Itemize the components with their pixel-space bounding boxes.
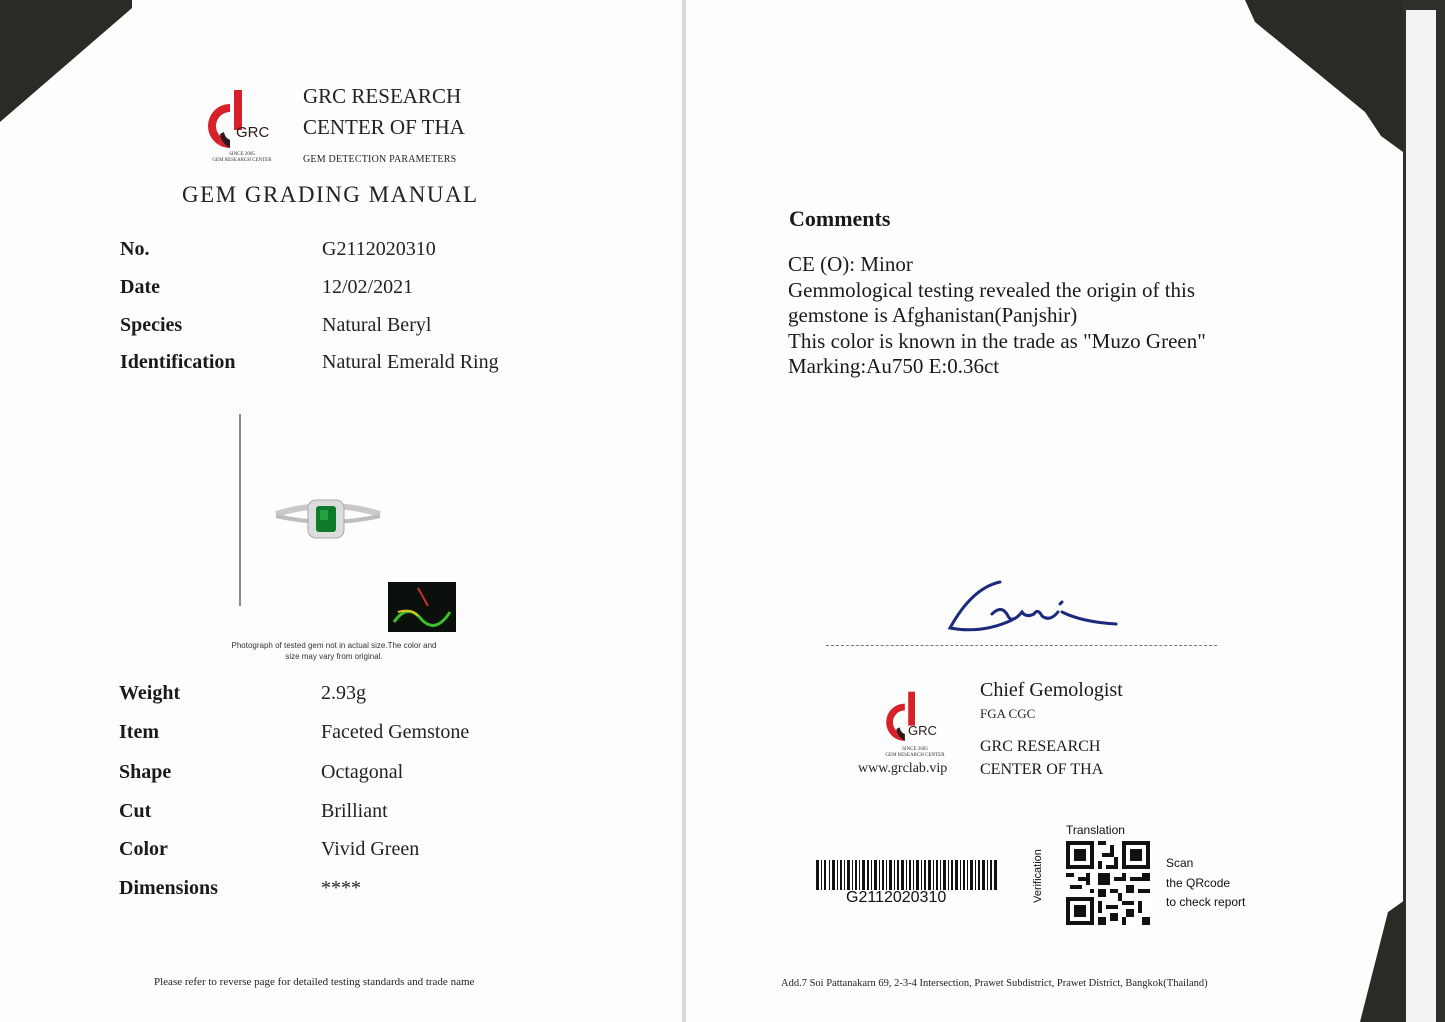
comment-line: Marking:Au750 E:0.36ct — [788, 354, 1000, 378]
field-label-shape: Shape — [119, 761, 172, 783]
photo-corner-top-right — [1245, 0, 1405, 160]
hologram-sticker — [388, 582, 456, 632]
field-value-identification: Natural Emerald Ring — [322, 351, 499, 373]
next-page-edge — [1406, 10, 1436, 1022]
photo-corner-bottom-right — [1330, 900, 1405, 1022]
scan-line-3: to check report — [1166, 895, 1246, 909]
photo-divider — [239, 414, 241, 606]
comments-block — [788, 252, 1308, 380]
website-link[interactable]: www.grclab.vip — [858, 761, 948, 776]
comment-line: gemstone is Afghanistan(Panjshir) — [788, 303, 1078, 327]
scan-line-2: the QRcode — [1166, 875, 1231, 890]
logo-mark-small: GRC — [908, 723, 937, 738]
signature — [942, 574, 1122, 638]
field-label-species: Species — [120, 314, 183, 336]
barcode — [816, 860, 998, 890]
page-title: GEM GRADING MANUAL — [182, 182, 479, 207]
brand-line-1: GRC RESEARCH — [303, 84, 462, 108]
address-footer: Add.7 Soi Pattanakarn 69, 2-3-4 Intersection, Prawet Subdistrict, Prawet District, Bangkok(Thailand) — [781, 978, 1208, 989]
field-label-item: Item — [119, 721, 159, 743]
logo-since: SINCE 2005 — [229, 152, 255, 157]
field-value-color: Vivid Green — [321, 838, 420, 860]
comments-heading: Comments — [789, 206, 891, 231]
comment-line: This color is known in the trade as "Muzo Green" — [788, 328, 1206, 353]
logo-mark: GRC — [236, 124, 270, 141]
ring-photo — [272, 494, 384, 542]
barcode-number: G2112020310 — [846, 889, 947, 906]
field-label-no: No. — [120, 238, 150, 260]
brand-line-2: CENTER OF THA — [303, 115, 465, 139]
left-footer: Please refer to reverse page for detailed testing standards and trade name — [154, 976, 475, 988]
left-page — [0, 0, 682, 1022]
grc-logo — [206, 88, 278, 168]
field-value-cut: Brilliant — [321, 800, 388, 822]
field-value-date: 12/02/2021 — [322, 276, 414, 298]
field-label-date: Date — [120, 276, 160, 298]
photo-caption-line-1: Photograph of tested gem not in actual size.The color and — [231, 641, 437, 650]
comment-line: Gemmological testing revealed the origin of this — [788, 277, 1196, 302]
field-label-dimensions: Dimensions — [119, 877, 218, 899]
photo-corner-top-left — [0, 0, 140, 130]
field-value-item: Faceted Gemstone — [321, 721, 470, 743]
logo-center-small: GEM RESEARCH CENTER — [885, 753, 945, 758]
field-value-weight: 2.93g — [321, 682, 366, 704]
qr-translation-label: Translation — [1066, 823, 1125, 837]
grc-logo-small — [884, 690, 946, 756]
field-label-color: Color — [119, 838, 168, 860]
photo-caption-line-2: size may vary from original. — [285, 652, 383, 661]
scan-line-1: Scan — [1166, 856, 1194, 870]
field-value-shape: Octagonal — [321, 761, 404, 783]
signer-title: Chief Gemologist — [980, 679, 1123, 701]
org-line-2: CENTER OF THA — [980, 761, 1104, 778]
signature-line — [826, 645, 1217, 646]
field-label-identification: Identification — [120, 351, 236, 373]
field-label-cut: Cut — [119, 800, 152, 822]
field-value-no: G2112020310 — [322, 238, 436, 260]
org-line-1: GRC RESEARCH — [980, 738, 1101, 755]
field-value-dimensions: **** — [321, 877, 361, 899]
brand-subtitle: GEM DETECTION PARAMETERS — [303, 154, 457, 165]
signer-credentials: FGA CGC — [980, 706, 1036, 721]
field-value-species: Natural Beryl — [322, 314, 432, 336]
scan-instructions — [1166, 854, 1245, 913]
logo-center: GEM RESEARCH CENTER — [212, 158, 272, 163]
qr-code[interactable] — [1066, 841, 1150, 925]
logo-since-small: SINCE 2005 — [902, 747, 928, 752]
qr-verification-label: Verification — [1032, 849, 1044, 903]
field-label-weight: Weight — [119, 682, 181, 704]
comment-line: CE (O): Minor — [788, 252, 913, 276]
